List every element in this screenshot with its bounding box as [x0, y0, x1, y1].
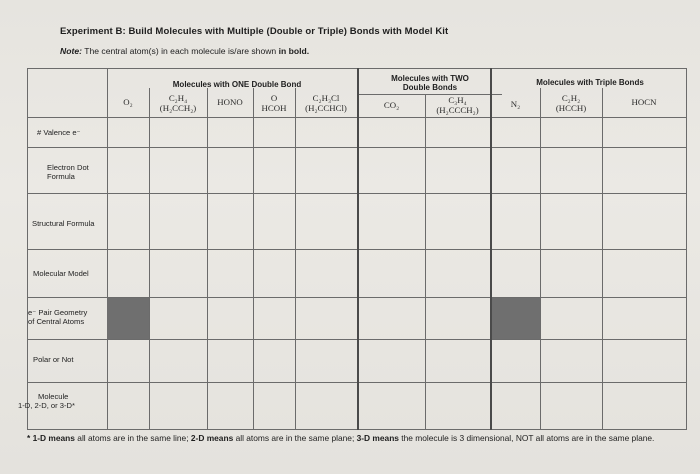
footnote-2d-term: 2-D means	[190, 433, 234, 443]
group-header-two-double-bonds-line2: Double Bonds	[402, 83, 458, 92]
molecule-hcooh: O HCOH	[261, 93, 287, 113]
molecule-hocn: HOCN	[631, 97, 657, 107]
row-label-electron-dot-formula: Electron Dot Formula	[47, 163, 89, 181]
molecule-c3h4: C₃H₄ (H₂CCCH₂)	[436, 95, 479, 115]
molecule-worksheet-table	[18, 68, 687, 430]
shaded-cell	[107, 298, 149, 339]
row-label-molecular-model: Molecular Model	[33, 269, 89, 278]
column-divider	[207, 88, 208, 430]
label-column-divider	[107, 68, 108, 430]
group-header-one-double-bond: Molecules with ONE Double Bond	[172, 80, 302, 89]
column-divider	[602, 88, 603, 430]
molecule-o2: O₂	[123, 97, 133, 107]
column-divider	[149, 88, 150, 430]
column-divider	[540, 88, 541, 430]
shaded-cell	[492, 298, 540, 339]
table-border-left	[27, 68, 28, 430]
experiment-title: Experiment B: Build Molecules with Multiple (Double or Triple) Bonds with Model Kit	[60, 26, 449, 37]
molecule-co2: CO₂	[383, 100, 400, 110]
row-label-structural-formula: Structural Formula	[32, 219, 95, 228]
row-label-electron-pair-geometry: e⁻ Pair Geometry of Central Atoms	[28, 308, 88, 326]
column-divider	[253, 88, 254, 430]
column-divider	[295, 88, 296, 430]
footnote	[27, 433, 677, 445]
group-header-underline	[358, 94, 502, 95]
molecule-c2h3cl: C₂H₃Cl (H₂CCHCl)	[305, 93, 347, 113]
row-label-valence-electrons: # Valence e⁻	[37, 128, 81, 137]
molecule-n2: N₂	[510, 99, 521, 109]
group-divider	[357, 68, 359, 430]
footnote-3d-text: the molecule is 3 dimensional, NOT all atoms are in the same plane.	[401, 433, 655, 443]
note-bold-text: in bold.	[278, 46, 310, 56]
footnote-3d-term: 3-D means	[356, 433, 399, 443]
group-header-triple-bonds: Molecules with Triple Bonds	[536, 78, 644, 87]
group-header-two-double-bonds-line1: Molecules with TWO	[391, 74, 469, 83]
footnote-1d-text: all atoms are in the same line;	[77, 433, 189, 443]
footnote-2d-text: all atoms are in the same plane;	[235, 433, 355, 443]
row-label-polar: Polar or Not	[33, 355, 74, 364]
group-divider	[490, 68, 492, 430]
molecule-hono: HONO	[217, 97, 243, 107]
row-label-dimensionality: Molecule 1-D, 2-D, or 3-D*	[18, 392, 75, 410]
note-line	[60, 46, 309, 56]
molecule-c2h2: C₂H₂ (HCCH)	[555, 93, 587, 113]
molecule-c2h4: C₂H₄ (H₂CCH₂)	[159, 93, 197, 113]
column-divider	[425, 94, 426, 430]
table-border-right	[686, 68, 687, 430]
note-label: Note:	[60, 46, 82, 56]
note-text: The central atom(s) in each molecule is/are shown	[84, 46, 277, 56]
footnote-1d-term: * 1-D means	[27, 433, 75, 443]
